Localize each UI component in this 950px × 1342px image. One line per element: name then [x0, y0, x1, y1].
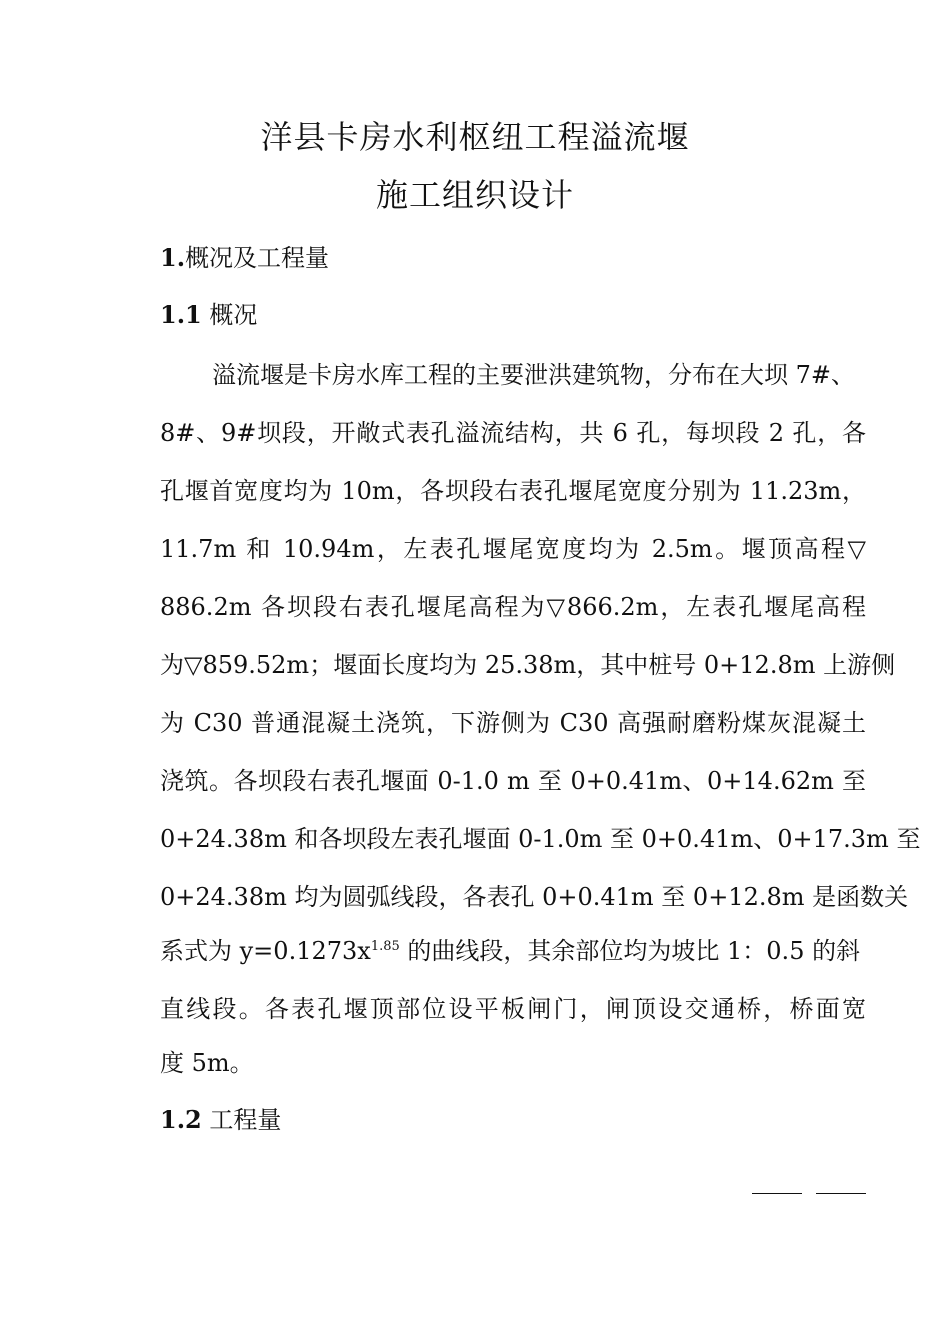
- paragraph-line-2: 8#、9#坝段，开敞式表孔溢流结构，共 6 孔，每坝段 2 孔，各: [160, 419, 866, 447]
- paragraph-line-5: 886.2m 各坝段右表孔堰尾高程为▽866.2m，左表孔堰尾高程: [160, 593, 866, 621]
- section-label-1: 概况及工程量: [185, 244, 330, 272]
- paragraph-line-11: [160, 931, 866, 966]
- section-label-1-1: 概况: [201, 301, 258, 329]
- paragraph-line-12: 直线段。各表孔堰顶部位设平板闸门，闸顶设交通桥，桥面宽: [160, 995, 866, 1023]
- paragraph-line-4: 11.7m 和 10.94m，左表孔堰尾宽度均为 2.5m。堰顶高程▽: [160, 535, 866, 563]
- paragraph-line-9: 0+24.38m 和各坝段左表孔堰面 0-1.0m 至 0+0.41m、0+17.3m 至: [160, 825, 921, 853]
- document-title-line-1: 洋县卡房水利枢纽工程溢流堰: [260, 118, 690, 156]
- section-number-1-1: 1.1: [160, 300, 202, 329]
- document-title-line-2: 施工组织设计: [375, 176, 574, 214]
- formula-suffix: 的曲线段，其余部位均为坡比 1：0.5 的斜: [399, 937, 861, 965]
- section-label-1-2: 工程量: [201, 1106, 282, 1134]
- paragraph-line-8: 浇筑。各坝段右表孔堰面 0-1.0 m 至 0+0.41m、0+14.62m 至: [160, 767, 866, 795]
- footer-rule-right: [816, 1193, 866, 1194]
- section-number-1: 1.: [160, 243, 186, 272]
- paragraph-line-7: 为 C30 普通混凝土浇筑，下游侧为 C30 高强耐磨粉煤灰混凝土: [160, 709, 866, 737]
- section-heading-1-1: [160, 295, 257, 330]
- paragraph-line-1: 溢流堰是卡房水库工程的主要泄洪建筑物，分布在大坝 7#、: [212, 361, 856, 389]
- section-heading-1-2: [160, 1100, 281, 1135]
- paragraph-line-10: 0+24.38m 均为圆弧线段，各表孔 0+0.41m 至 0+12.8m 是函数关: [160, 883, 909, 911]
- formula-exponent: 1.85: [370, 939, 400, 954]
- section-number-1-2: 1.2: [160, 1105, 202, 1134]
- section-heading-1: [160, 238, 329, 273]
- paragraph-line-3: 孔堰首宽度均为 10m，各坝段右表孔堰尾宽度分别为 11.23m，: [160, 477, 866, 505]
- footer-rule-left: [752, 1193, 802, 1194]
- paragraph-line-6: 为▽859.52m；堰面长度均为 25.38m，其中桩号 0+12.8m 上游侧: [160, 651, 896, 679]
- paragraph-line-13: 度 5m。: [160, 1049, 254, 1077]
- formula-prefix: 系式为 y=0.1273x: [160, 937, 371, 965]
